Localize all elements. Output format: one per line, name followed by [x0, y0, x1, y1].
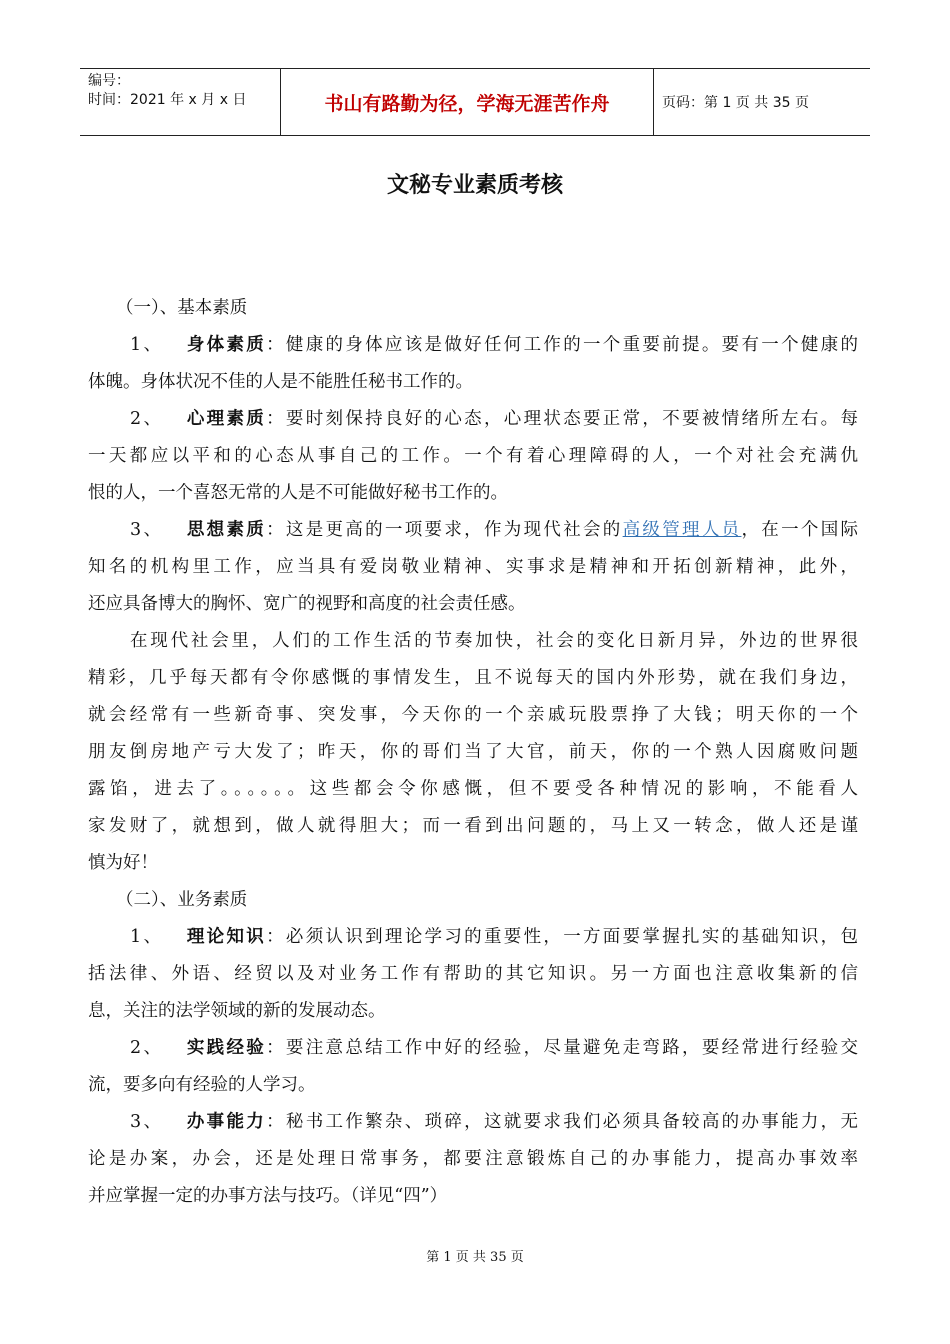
section2-item3-line2: 论是办案，办会，还是处理日常事务，都要注意锻炼自己的办事能力，提高办事效率 [88, 1149, 858, 1169]
item-text: ：健康的身体应该是做好任何工作的一个重要前提。要有一个健康的 [266, 335, 858, 355]
section1-item1-line2: 体魄。身体状况不佳的人是不能胜任秘书工作的。 [88, 372, 473, 392]
header-meta [80, 69, 281, 135]
paragraph-line: 精彩，几乎每天都有令你感慨的事情发生，且不说每天的国内外形势，就在我们身边， [88, 668, 858, 688]
item-label: 心理素质 [186, 409, 267, 429]
paragraph-line: 露馅，进去了。。。。。。这些都会令你感慨，但不要受各种情况的影响，不能看人 [88, 779, 858, 799]
section2-heading: （二）、业务素质 [116, 890, 248, 910]
item-text-post: ，在一个国际 [741, 520, 858, 540]
date-label: 时间：2021 年 x 月 x 日 [88, 92, 247, 108]
section2-item2-line1 [88, 1030, 858, 1067]
item-number: 2、 [130, 1038, 164, 1058]
header-page-info: 页码：第 1 页 共 35 页 [662, 95, 809, 111]
item-label: 实践经验 [186, 1038, 267, 1058]
section1-item1-line1 [88, 327, 858, 364]
item-text: ：这是更高的一项要求，作为现代社会的 [266, 520, 623, 540]
paragraph-line: 就会经常有一些新奇事、突发事，今天你的一个亲戚玩股票挣了大钱；明天你的一个 [88, 705, 858, 725]
section2-item3-line3: 并应掌握一定的办事方法与技巧。（详见“四”） [88, 1186, 448, 1206]
item-text: ：秘书工作繁杂、琐碎，这就要求我们必须具备较高的办事能力，无 [266, 1112, 858, 1132]
section1-item2-line1 [88, 401, 858, 438]
document-title: 文秘专业素质考核 [386, 173, 563, 198]
page-footer: 第 1 页 共 35 页 [426, 1250, 524, 1265]
section1-heading: （一）、基本素质 [116, 298, 248, 318]
item-text: ：要时刻保持良好的心态，心理状态要正常，不要被情绪所左右。每 [266, 409, 858, 429]
section2-item1-line1 [88, 919, 858, 956]
item-number: 3、 [130, 520, 164, 540]
item-text: ：必须认识到理论学习的重要性，一方面要掌握扎实的基础知识，包 [266, 927, 858, 947]
section2-item2-line2: 流，要多向有经验的人学习。 [88, 1075, 316, 1095]
item-text: ：要注意总结工作中好的经验，尽量避免走弯路，要经常进行经验交 [266, 1038, 858, 1058]
section1-item2-line3: 恨的人，一个喜怒无常的人是不可能做好秘书工作的。 [88, 483, 508, 503]
section1-item2-line2: 一天都应以平和的心态从事自己的工作。一个有着心理障碍的人，一个对社会充满仇 [88, 446, 858, 466]
paragraph-line: 在现代社会里，人们的工作生活的节奏加快，社会的变化日新月异，外边的世界很 [130, 631, 858, 651]
item-label: 办事能力 [186, 1112, 267, 1132]
senior-management-link[interactable]: 高级管理人员 [622, 520, 742, 540]
paragraph-line: 家发财了，就想到，做人就得胆大；而一看到出问题的，马上又一转念，做人还是谨 [88, 816, 858, 836]
section2-item3-line1 [88, 1104, 858, 1141]
item-number: 2、 [130, 409, 164, 429]
item-number: 1、 [130, 927, 164, 947]
item-number: 3、 [130, 1112, 164, 1132]
document-header [80, 68, 870, 136]
section2-item1-line3: 息，关注的法学领域的新的发展动态。 [88, 1001, 386, 1021]
paragraph-line: 慎为好！ [88, 853, 158, 873]
header-motto: 书山有路勤为径，学海无涯苦作舟 [281, 69, 654, 135]
section1-item3-line2: 知名的机构里工作，应当具有爱岗敬业精神、实事求是精神和开拓创新精神，此外， [88, 557, 858, 577]
section2-item1-line2: 括法律、外语、经贸以及对业务工作有帮助的其它知识。另一方面也注意收集新的信 [88, 964, 858, 984]
item-label: 思想素质 [186, 520, 267, 540]
item-label: 身体素质 [186, 335, 267, 355]
paragraph-line: 朋友倒房地产亏大发了；昨天，你的哥们当了大官，前天，你的一个熟人因腐败问题 [88, 742, 858, 762]
item-label: 理论知识 [186, 927, 267, 947]
section1-item3-line1 [88, 512, 858, 549]
number-label: 编号： [88, 73, 130, 89]
section1-item3-line3: 还应具备博大的胸怀、宽广的视野和高度的社会责任感。 [88, 594, 526, 614]
item-number: 1、 [130, 335, 164, 355]
document-body [88, 290, 858, 1215]
